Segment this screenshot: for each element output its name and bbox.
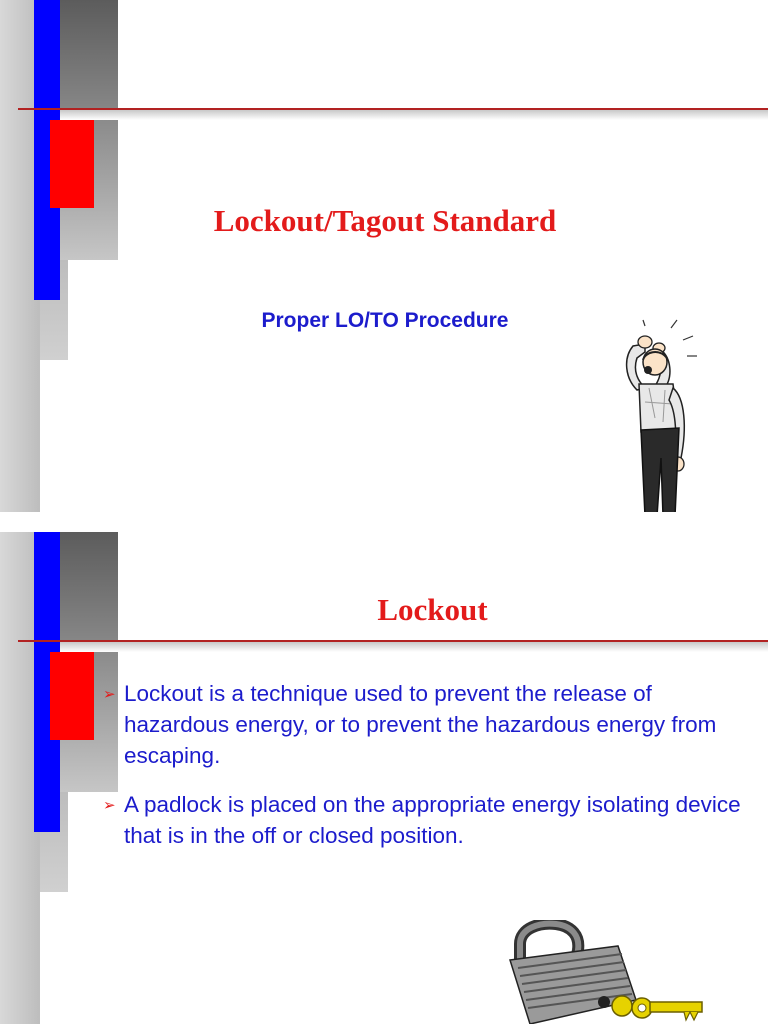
- confused-man-icon: [615, 318, 705, 512]
- decor-block-red: [50, 120, 94, 208]
- bullet-list: [103, 678, 753, 869]
- arrow-bullet-icon: ➢: [103, 686, 116, 703]
- list-item: [103, 678, 753, 771]
- slide-title-heading: Lockout: [377, 592, 488, 627]
- slide-subtitle: Proper LO/TO Procedure: [261, 309, 509, 332]
- decor-rule-shadow: [60, 110, 768, 120]
- arrow-bullet-icon: ➢: [103, 797, 116, 814]
- slide-lockout: [0, 532, 768, 1024]
- slide-gap: [0, 512, 768, 532]
- decor-rule: [18, 108, 768, 110]
- bullet-text: A padlock is placed on the appropriate energy isolating device that is in the off or closed position.: [124, 792, 741, 848]
- decor-rule: [18, 640, 768, 642]
- list-item: [103, 789, 753, 851]
- decor-block-red: [50, 652, 94, 740]
- padlock-icon: [500, 920, 710, 1024]
- bullet-text: Lockout is a technique used to prevent the release of hazardous energy, or to prevent the hazardous energy from escaping.: [124, 681, 717, 768]
- decor-rule-shadow: [60, 642, 768, 652]
- slide-title-heading: Lockout/Tagout Standard: [213, 203, 557, 238]
